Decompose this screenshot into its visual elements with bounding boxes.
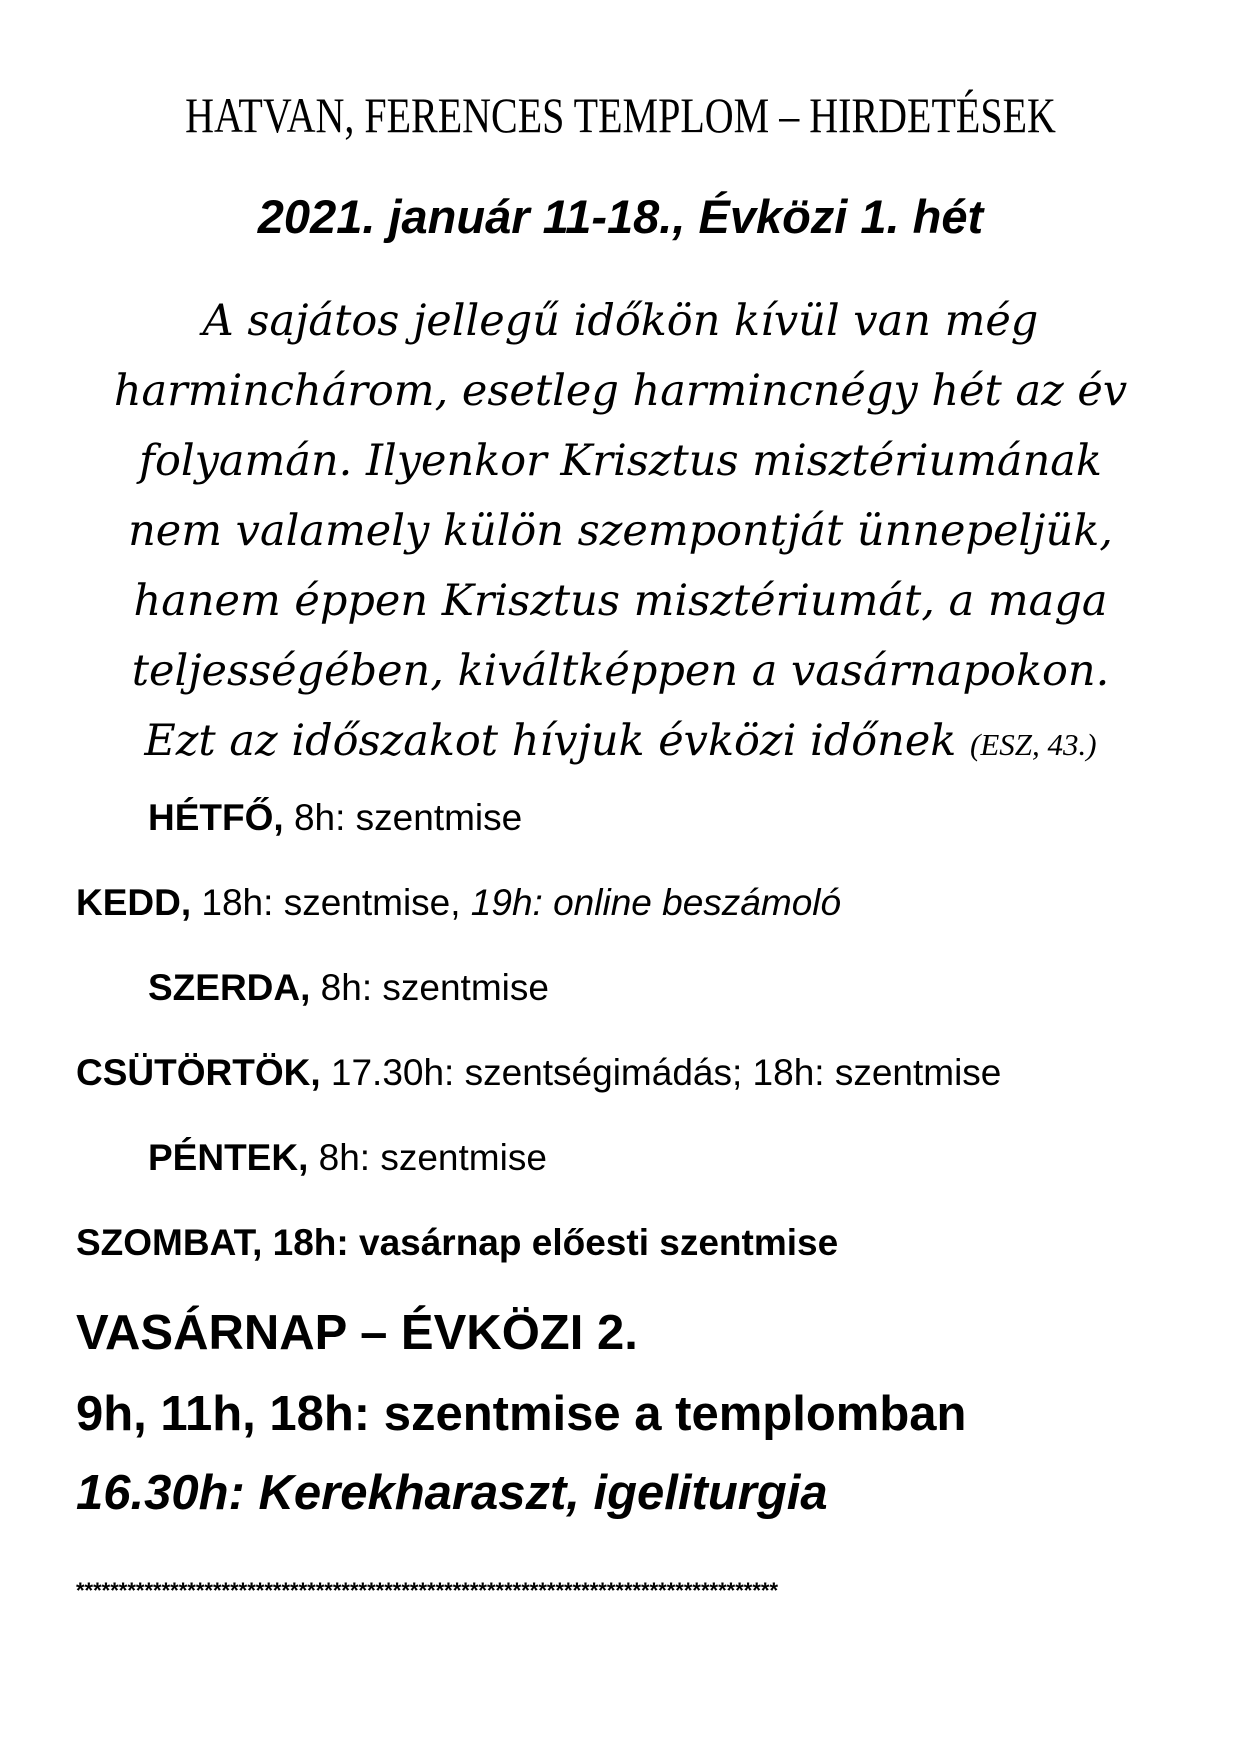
quote-line: hanem éppen Krisztus misztériumát, a maga [133, 576, 1108, 626]
event-extra: 19h: online beszámoló [460, 882, 842, 923]
asterisk-separator: ********************************************************************************** [76, 1578, 779, 1603]
quote-line-last [60, 706, 1181, 780]
sunday-liturgy: 16.30h: Kerekharaszt, igeliturgia [76, 1466, 828, 1520]
quote-line-text: Ezt az időszakot hívjuk évközi időnek [144, 716, 957, 766]
day-label: SZOMBAT, [76, 1222, 263, 1263]
liturgical-quote [60, 286, 1181, 780]
schedule-row-friday [148, 1135, 547, 1181]
quote-citation: (ESZ, 43.) [970, 727, 1097, 762]
sunday-masses: 9h, 11h, 18h: szentmise a templomban [76, 1387, 967, 1441]
day-label: HÉTFŐ, [148, 797, 284, 838]
event-text: 8h: szentmise [283, 797, 523, 838]
schedule-row-wednesday [148, 965, 549, 1011]
page-title: HATVAN, FERENCES TEMPLOM – HIRDETÉSEK [185, 87, 1056, 143]
event-text: 18h: szentmise, [191, 882, 461, 923]
day-label: SZERDA, [148, 967, 311, 1008]
schedule-row-monday [148, 795, 522, 841]
quote-line: A sajátos jellegű időkön kívül van még [202, 296, 1039, 346]
quote-line: folyamán. Ilyenkor Krisztus misztériumának [139, 436, 1102, 486]
schedule-row-saturday [76, 1220, 838, 1266]
event-text: 17.30h: szentségimádás; 18h: szentmise [320, 1052, 1002, 1093]
schedule-row-thursday [76, 1050, 1001, 1096]
quote-line: harminchárom, esetleg harmincnégy hét az év [113, 366, 1128, 416]
week-subtitle: 2021. január 11-18., Évközi 1. hét [257, 190, 984, 243]
day-label: CSÜTÖRTÖK, [76, 1052, 321, 1093]
event-text: 8h: szentmise [310, 967, 549, 1008]
day-label: PÉNTEK, [148, 1137, 309, 1178]
day-label: KEDD, [76, 882, 192, 923]
schedule-row-tuesday [76, 880, 841, 926]
quote-line: nem valamely külön szempontját ünnepeljük, [128, 506, 1113, 556]
quote-line: teljességében, kiváltképpen a vasárnapokon. [131, 646, 1110, 696]
sunday-heading: VASÁRNAP – ÉVKÖZI 2. [76, 1306, 638, 1360]
event-text: 8h: szentmise [308, 1137, 547, 1178]
event-text: 18h: vasárnap előesti szentmise [262, 1222, 839, 1263]
